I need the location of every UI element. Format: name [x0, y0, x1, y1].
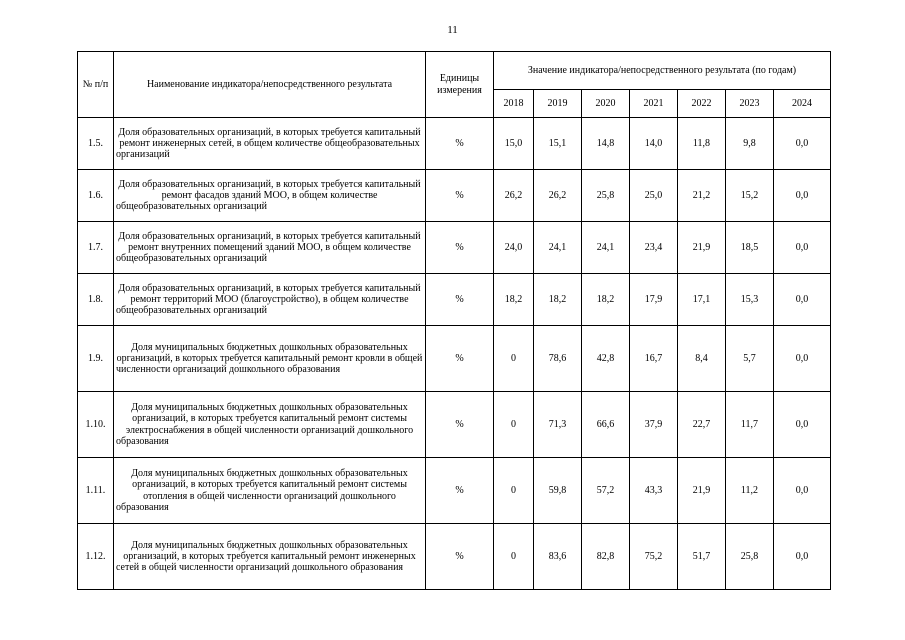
row-value: 11,7 [726, 392, 774, 458]
row-value: 15,3 [726, 274, 774, 326]
row-value: 21,9 [678, 458, 726, 524]
row-value: 16,7 [630, 326, 678, 392]
row-value: 37,9 [630, 392, 678, 458]
row-name: Доля муниципальных бюджетных дошкольных образовательных организаций, в которых требуется капитальный ремонт инженерных сетей в общей численности организаций дошкольного образования [114, 524, 426, 590]
row-num: 1.5. [78, 118, 114, 170]
row-value: 57,2 [582, 458, 630, 524]
header-year: 2018 [494, 90, 534, 118]
row-value: 25,0 [630, 170, 678, 222]
row-num: 1.10. [78, 392, 114, 458]
row-value: 66,6 [582, 392, 630, 458]
page-number: 11 [447, 24, 458, 36]
table-row [78, 524, 831, 590]
row-value: 18,2 [534, 274, 582, 326]
header-year: 2020 [582, 90, 630, 118]
row-unit: % [426, 118, 494, 170]
row-value: 21,2 [678, 170, 726, 222]
header-year: 2021 [630, 90, 678, 118]
row-num: 1.9. [78, 326, 114, 392]
row-value: 0,0 [774, 458, 831, 524]
header-unit: Единицы измерения [426, 52, 494, 118]
row-value: 26,2 [534, 170, 582, 222]
row-value: 9,8 [726, 118, 774, 170]
row-value: 22,7 [678, 392, 726, 458]
row-value: 0,0 [774, 524, 831, 590]
row-num: 1.7. [78, 222, 114, 274]
row-value: 0,0 [774, 118, 831, 170]
row-num: 1.11. [78, 458, 114, 524]
row-value: 51,7 [678, 524, 726, 590]
table-row [78, 118, 831, 170]
row-value: 0 [494, 524, 534, 590]
row-value: 43,3 [630, 458, 678, 524]
row-value: 17,1 [678, 274, 726, 326]
row-name: Доля образовательных организаций, в которых требуется капитальный ремонт территорий МОО (благоустройство), в общем количестве общеобразовательных организаций [114, 274, 426, 326]
row-value: 71,3 [534, 392, 582, 458]
row-value: 25,8 [582, 170, 630, 222]
row-value: 0,0 [774, 170, 831, 222]
table-row [78, 274, 831, 326]
table-row [78, 170, 831, 222]
row-value: 0 [494, 392, 534, 458]
row-unit: % [426, 458, 494, 524]
table-row [78, 458, 831, 524]
row-name: Доля образовательных организаций, в которых требуется капитальный ремонт фасадов зданий МОО, в общем количестве общеобразовательных организаций [114, 170, 426, 222]
row-name: Доля муниципальных бюджетных дошкольных образовательных организаций, в которых требуется капитальный ремонт системы электроснабжения в общей численности организаций дошкольного образования [114, 392, 426, 458]
row-value: 18,2 [494, 274, 534, 326]
row-unit: % [426, 170, 494, 222]
row-value: 5,7 [726, 326, 774, 392]
header-year: 2022 [678, 90, 726, 118]
row-value: 42,8 [582, 326, 630, 392]
row-value: 11,8 [678, 118, 726, 170]
row-value: 26,2 [494, 170, 534, 222]
header-num: № п/п [78, 52, 114, 118]
row-num: 1.8. [78, 274, 114, 326]
row-value: 83,6 [534, 524, 582, 590]
row-unit: % [426, 392, 494, 458]
row-value: 59,8 [534, 458, 582, 524]
row-unit: % [426, 222, 494, 274]
row-value: 0,0 [774, 222, 831, 274]
header-name: Наименование индикатора/непосредственного результата [114, 52, 426, 118]
row-value: 23,4 [630, 222, 678, 274]
row-value: 0 [494, 458, 534, 524]
row-value: 15,0 [494, 118, 534, 170]
row-name: Доля образовательных организаций, в которых требуется капитальный ремонт инженерных сетей, в общем количестве общеобразовательных организаций [114, 118, 426, 170]
row-value: 17,9 [630, 274, 678, 326]
header-year: 2023 [726, 90, 774, 118]
row-value: 0,0 [774, 326, 831, 392]
table-row [78, 392, 831, 458]
header-row-main [78, 52, 831, 90]
table-row [78, 222, 831, 274]
row-value: 18,5 [726, 222, 774, 274]
row-unit: % [426, 274, 494, 326]
header-year: 2019 [534, 90, 582, 118]
row-value: 0,0 [774, 392, 831, 458]
row-name: Доля образовательных организаций, в которых требуется капитальный ремонт внутренних помещений зданий МОО, в общем количестве общеобразовательных организаций [114, 222, 426, 274]
row-value: 24,1 [582, 222, 630, 274]
row-num: 1.6. [78, 170, 114, 222]
row-value: 0,0 [774, 274, 831, 326]
row-value: 14,8 [582, 118, 630, 170]
row-value: 24,1 [534, 222, 582, 274]
row-value: 15,1 [534, 118, 582, 170]
row-name: Доля муниципальных бюджетных дошкольных образовательных организаций, в которых требуется капитальный ремонт системы отопления в общей численности организаций дошкольного образования [114, 458, 426, 524]
row-value: 78,6 [534, 326, 582, 392]
row-value: 11,2 [726, 458, 774, 524]
row-unit: % [426, 326, 494, 392]
row-num: 1.12. [78, 524, 114, 590]
header-year: 2024 [774, 90, 831, 118]
row-value: 15,2 [726, 170, 774, 222]
row-value: 18,2 [582, 274, 630, 326]
header-values: Значение индикатора/непосредственного результата (по годам) [494, 52, 831, 90]
row-value: 24,0 [494, 222, 534, 274]
row-value: 75,2 [630, 524, 678, 590]
row-value: 8,4 [678, 326, 726, 392]
table-row [78, 326, 831, 392]
indicators-table [77, 51, 831, 590]
row-value: 25,8 [726, 524, 774, 590]
row-name: Доля муниципальных бюджетных дошкольных образовательных организаций, в которых требуется капитальный ремонт кровли в общей численности организаций дошкольного образования [114, 326, 426, 392]
row-value: 14,0 [630, 118, 678, 170]
row-value: 21,9 [678, 222, 726, 274]
row-value: 0 [494, 326, 534, 392]
row-value: 82,8 [582, 524, 630, 590]
row-unit: % [426, 524, 494, 590]
